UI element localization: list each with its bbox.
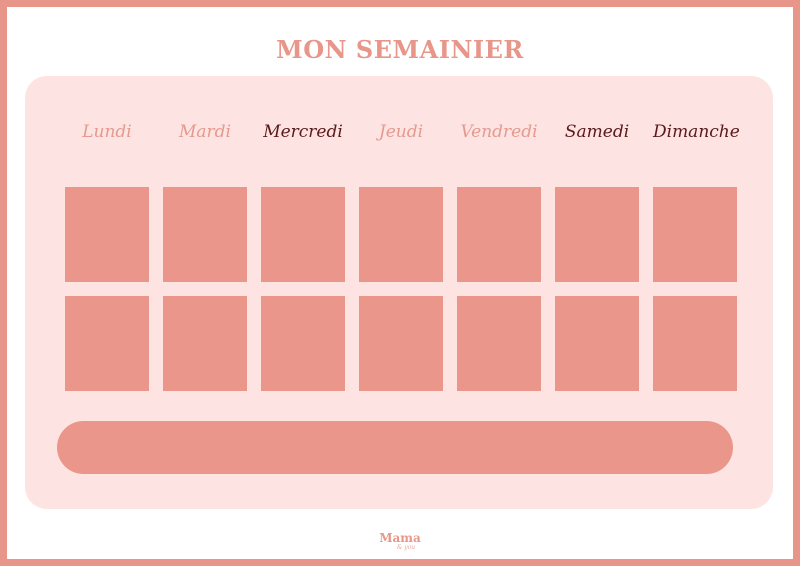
slot-lundi-1[interactable] [65, 187, 149, 282]
slot-dimanche-1[interactable] [653, 187, 737, 282]
slot-mardi-1[interactable] [163, 187, 247, 282]
page-title: MON SEMAINIER [276, 35, 524, 64]
day-label-lundi: Lundi [82, 122, 132, 142]
day-label-jeudi: Jeudi [378, 122, 424, 142]
slot-vendredi-1[interactable] [457, 187, 541, 282]
slot-mardi-2[interactable] [163, 296, 247, 391]
day-label-mardi: Mardi [179, 122, 231, 142]
slot-jeudi-1[interactable] [359, 187, 443, 282]
logo-wordmark: Mama [379, 531, 421, 545]
day-label-vendredi: Vendredi [460, 122, 538, 142]
slot-samedi-2[interactable] [555, 296, 639, 391]
day-label-mercredi: Mercredi [263, 122, 343, 142]
week-panel [25, 76, 773, 509]
slot-samedi-1[interactable] [555, 187, 639, 282]
slot-mercredi-1[interactable] [261, 187, 345, 282]
notes-bar[interactable] [57, 421, 733, 474]
logo-tagline: & you [397, 544, 416, 551]
brand-logo [7, 527, 793, 555]
slot-jeudi-2[interactable] [359, 296, 443, 391]
slot-dimanche-2[interactable] [653, 296, 737, 391]
slot-lundi-2[interactable] [65, 296, 149, 391]
day-label-dimanche: Dimanche [653, 122, 740, 142]
day-label-samedi: Samedi [564, 122, 630, 142]
slot-vendredi-2[interactable] [457, 296, 541, 391]
slot-mercredi-2[interactable] [261, 296, 345, 391]
